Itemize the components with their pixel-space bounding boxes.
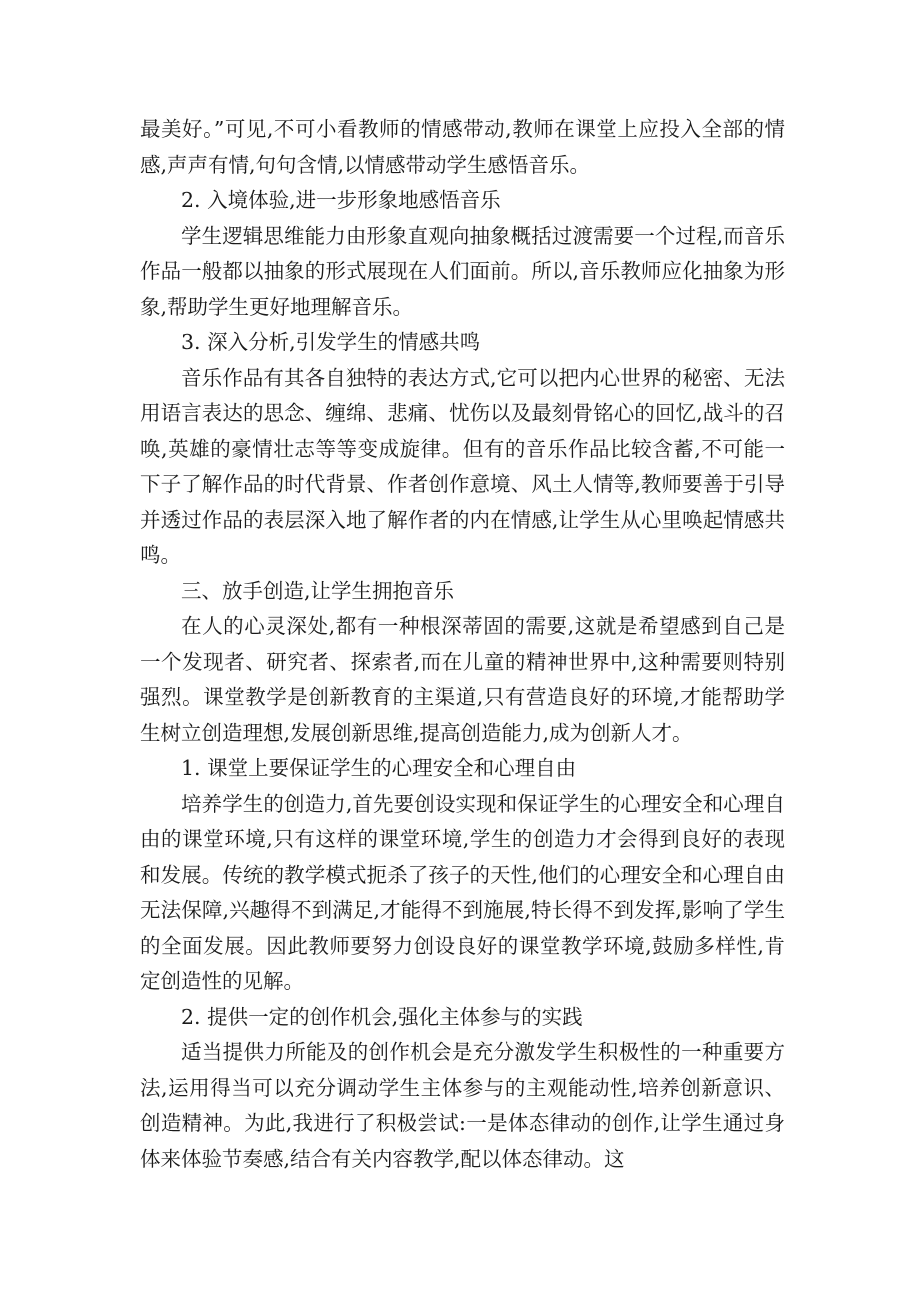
subheading-3-in-depth-analysis: 3. 深入分析,引发学生的情感共鸣 — [181, 330, 481, 354]
paragraph: 在人的心灵深处,都有一种根深蒂固的需要,这就是希望感到自己是一个发现者、研究者、探索者,而在儿童的精神世界中,这种需要则特别强烈。课堂教学是创新教育的主渠道,只有营造良好的环境,才能帮助学生树立创造理想,发展创新思维,提高创造能力,成为创新人才。 — [140, 614, 785, 745]
subheading-2-immersive-experience: 2. 入境体验,进一步形象地感悟音乐 — [181, 188, 501, 212]
subheading-1-psychological-safety: 1. 课堂上要保证学生的心理安全和心理自由 — [181, 756, 577, 780]
paragraph: 音乐作品有其各自独特的表达方式,它可以把内心世界的秘密、无法用语言表达的思念、缠绵、悲痛、忧伤以及最刻骨铭心的回忆,战斗的召唤,英雄的豪情壮志等等变成旋律。但有的音乐作品比较含蓄,不可能一下子了解作品的时代背景、作者创作意境、风土人情等,教师要善于引导并透过作品的表层深入地了解作者的内在情感,让学生从心里唤起情感共鸣。 — [140, 365, 785, 567]
subheading-2-creative-opportunities: 2. 提供一定的创作机会,强化主体参与的实践 — [181, 1004, 583, 1029]
paragraph-continuation: 最美好。”可见,不可小看教师的情感带动,教师在课堂上应投入全部的情感,声声有情,句句含情,以情感带动学生感悟音乐。 — [140, 117, 785, 177]
paragraph: 学生逻辑思维能力由形象直观向抽象概括过渡需要一个过程,而音乐作品一般都以抽象的形式展现在人们面前。所以,音乐教师应化抽象为形象,帮助学生更好地理解音乐。 — [140, 223, 785, 319]
document-body — [140, 112, 785, 1177]
paragraph: 培养学生的创造力,首先要创设实现和保证学生的心理安全和心理自由的课堂环境,只有这样的课堂环境,学生的创造力才会得到良好的表现和发展。传统的教学模式扼杀了孩子的天性,他们的心理安全和心理自由无法保障,兴趣得不到满足,才能得不到施展,特长得不到发挥,影响了学生的全面发展。因此教师要努力创设良好的课堂教学环境,鼓励多样性,肯定创造性的见解。 — [140, 791, 785, 993]
section-heading-3-creation: 三、放手创造,让学生拥抱音乐 — [181, 578, 455, 603]
paragraph: 适当提供力所能及的创作机会是充分激发学生积极性的一种重要方法,运用得当可以充分调动学生主体参与的主观能动性,培养创新意识、创造精神。为此,我进行了积极尝试:一是体态律动的创作,让学生通过身体来体验节奏感,结合有关内容教学,配以体态律动。这 — [140, 1040, 785, 1171]
